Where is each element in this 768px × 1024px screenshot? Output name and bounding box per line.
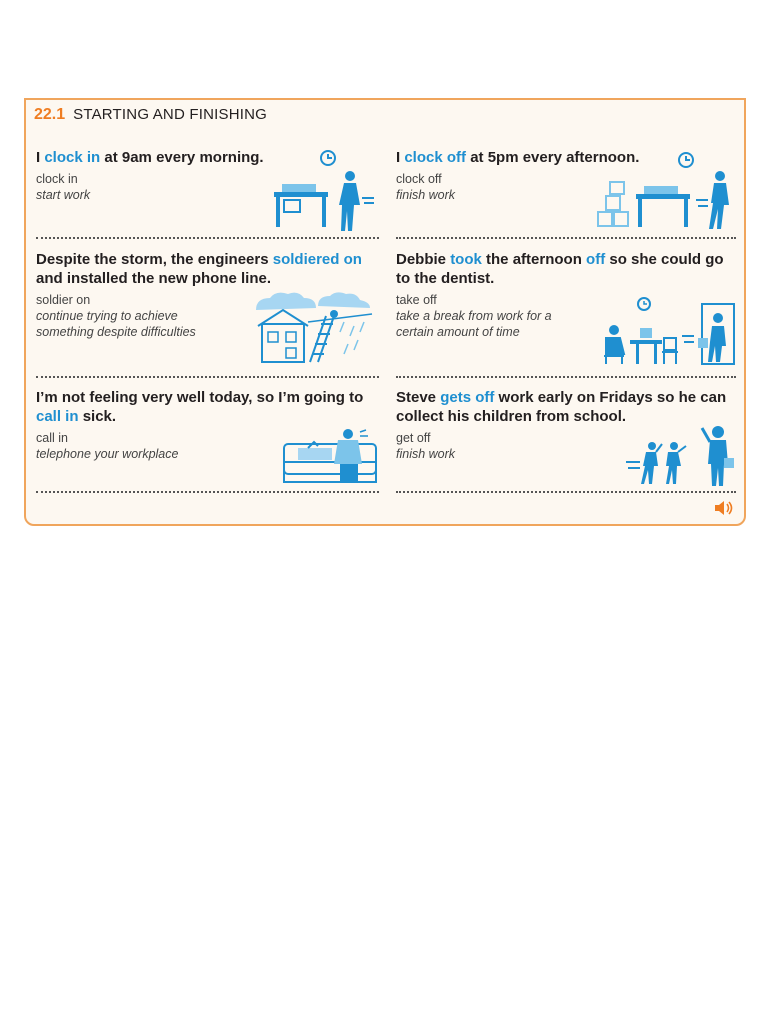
phrasal-verbs-panel [24,98,746,526]
phrase: call in [36,431,68,445]
divider [36,376,379,378]
divider [396,237,736,239]
example-sentence: Steve gets off work early on Fridays so he can collect his children from school. [396,389,727,425]
office-worker-arriving-icon [270,150,380,232]
office-worker-leaving-icon [594,150,738,232]
definition: take a break from work for a certain amount of time [396,309,552,339]
highlighted-verb: clock off [404,149,467,166]
definition: finish work [396,447,456,461]
divider [396,376,736,378]
highlighted-verb: call in [36,408,79,425]
speaker-icon[interactable] [714,500,734,516]
highlighted-particle: off [586,251,606,268]
example-sentence: I clock in at 9am every morning. [36,149,264,166]
phrase: take off [396,293,437,307]
leaving-office-icon [598,296,738,366]
highlighted-verb: took [450,251,482,268]
phrase: clock in [36,172,78,186]
definition: continue trying to achieve something despite difficulties [36,309,196,339]
definition: telephone your workplace [36,447,179,461]
section-title: STARTING AND FINISHING [73,106,268,123]
definition: finish work [396,188,456,202]
section-number: 22.1 [34,106,66,123]
sick-on-sofa-icon [280,428,380,488]
phrase: soldier on [36,293,91,307]
example-sentence: Debbie took the afternoon off so she could go to the dentist. [396,251,724,287]
engineer-storm-icon [248,292,378,366]
highlighted-verb: soldiered on [272,251,362,268]
divider [396,491,736,493]
parent-children-icon [622,422,738,488]
phrase: get off [396,431,431,445]
highlighted-verb: gets off [440,389,495,406]
section-header [34,106,267,128]
highlighted-verb: clock in [44,149,101,166]
example-sentence: I clock off at 5pm every afternoon. [396,149,640,166]
example-sentence: Despite the storm, the engineers soldiered on and installed the new phone line. [36,251,362,287]
example-sentence: I’m not feeling very well today, so I’m going to call in sick. [36,389,364,425]
definition: start work [36,188,91,202]
divider [36,237,379,239]
phrase: clock off [396,172,442,186]
divider [36,491,379,493]
